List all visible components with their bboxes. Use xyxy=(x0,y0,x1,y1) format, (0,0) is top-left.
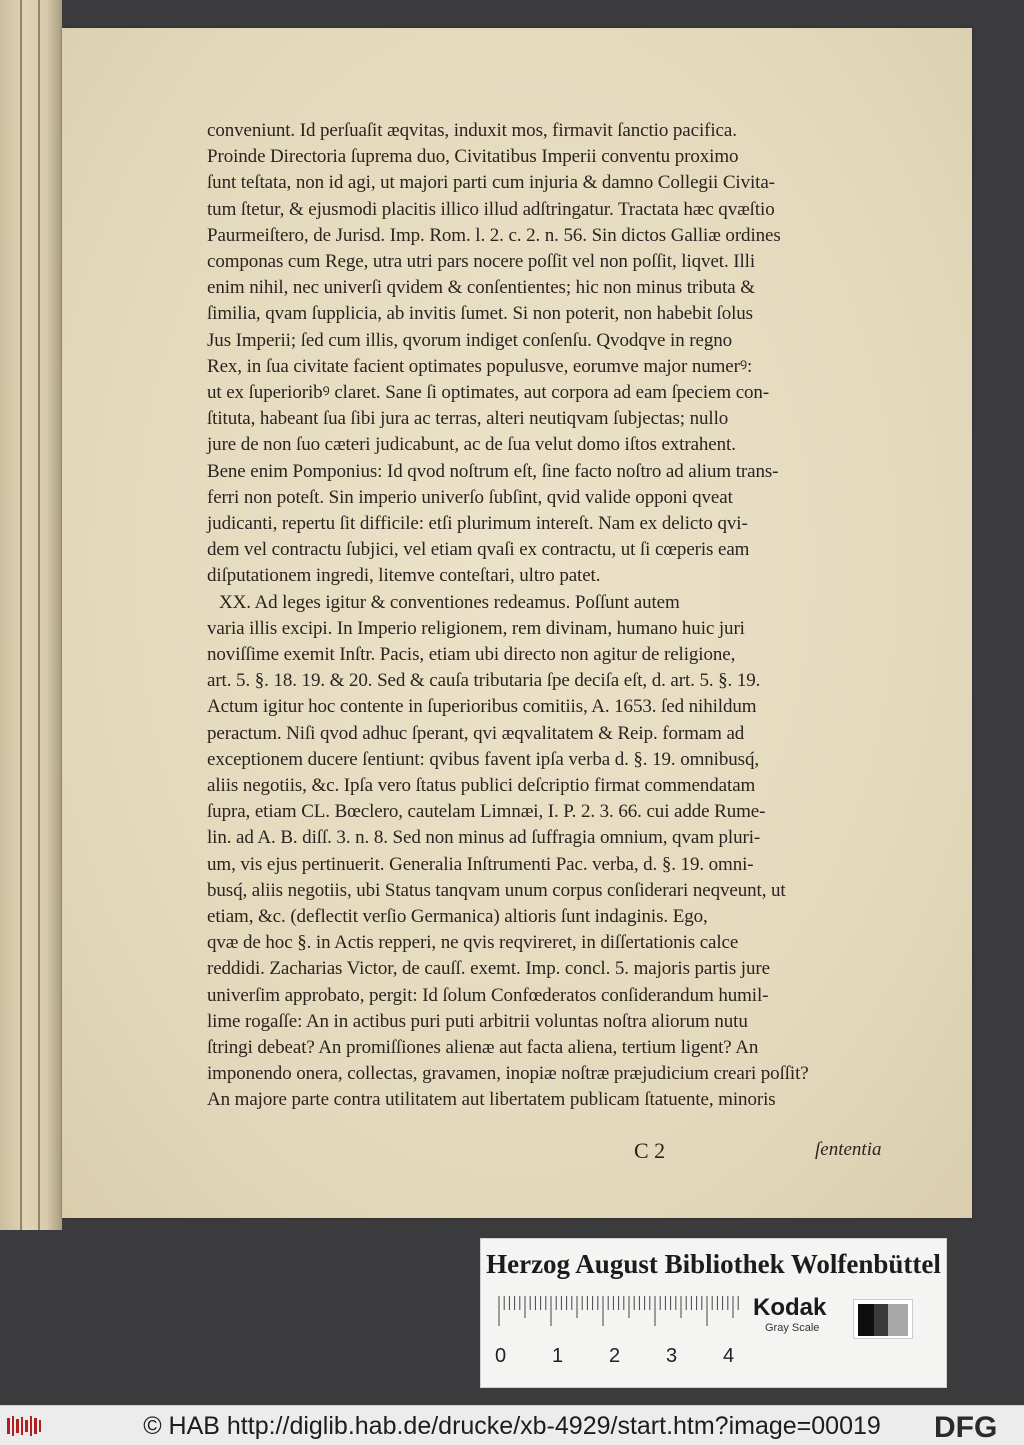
scale-ruler xyxy=(495,1294,741,1379)
text-line: busq́, aliis negotiis, ubi Status tanqvam unum corpus conſiderari neqveunt, ut xyxy=(207,879,786,901)
text-line: An majore parte contra utilitatem aut libertatem publicam ſtatuente, minoris xyxy=(207,1089,776,1111)
text-line: Jus Imperii; ſed cum illis, qvorum indiget conſenſu. Qvodqve in regno xyxy=(207,329,733,351)
text-line: Paurmeiſtero, de Jurisd. Imp. Rom. l. 2. c. 2. n. 56. Sin dictos Galliæ ordines xyxy=(207,224,781,246)
text-line: etiam, &c. (deflectit verſio Germanica) altioris ſunt indaginis. Ego, xyxy=(207,906,708,927)
text-line: enim nihil, nec univerſi qvidem & conſentientes; hic non minus tributa & xyxy=(207,277,755,299)
text-line: imponendo onera, collectas, gravamen, inopiæ noſtræ præjudicium creari poſſit? xyxy=(207,1063,809,1085)
text-line: ſupra, etiam CL. Bœclero, cautelam Limnæi, I. P. 2. 3. 66. cui adde Rume- xyxy=(207,801,766,823)
dfg-logo xyxy=(932,1410,1016,1442)
text-line: diſputationem ingredi, litemve conteſtari, ultro patet. xyxy=(207,565,601,587)
ruler-number: 3 xyxy=(666,1345,678,1367)
text-line: Proinde Directoria ſuprema duo, Civitatibus Imperii conventu proximo xyxy=(207,146,739,168)
text-line: jure de non ſuo cæteri judicabunt, ac de ſua velut domo iſtos extrahent. xyxy=(207,434,736,456)
text-line: dem vel contractu ſubjici, vel etiam qvaſi ex contractu, ut ſi cœperis eam xyxy=(207,539,750,561)
footer-link[interactable]: © HAB http://diglib.hab.de/drucke/xb-4929/start.htm?image=00019 xyxy=(143,1412,881,1440)
library-card xyxy=(480,1238,947,1388)
text-line: ut ex ſuperioribꝰ claret. Sane ſi optimates, aut corpora ad eam ſpeciem con- xyxy=(207,382,770,403)
text-line: peractum. Niſi qvod adhuc ſperant, qvi æqvalitatem & Reip. formam ad xyxy=(207,722,745,744)
text-line: ſtringi debeat? An promiſſiones alienæ aut facta aliena, tertium ligent? An xyxy=(207,1037,759,1058)
text-line: lin. ad A. B. diſſ. 3. n. 8. Sed non minus ad ſuffragia omnium, qvam pluri- xyxy=(207,827,761,849)
text-line: um, vis ejus pertinuerit. Generalia Inſtrumenti Pac. verba, d. §. 19. omni- xyxy=(207,853,754,875)
text-line: Actum igitur hoc contente in ſuperioribus comitiis, A. 1653. ſed nihildum xyxy=(207,696,757,718)
text-line: art. 5. §. 18. 19. & 20. Sed & cauſa tributaria ſpe deciſa eſt, d. art. 5. §. 19. xyxy=(207,670,761,692)
text-line: noviſſime exemit Inſtr. Pacis, etiam ubi directo non agitur de religione, xyxy=(207,644,736,665)
page-text xyxy=(207,118,917,1118)
text-line: tum ſtetur, & ejusmodi placitis illico illud adſtringatur. Tractata hæc qvæſtio xyxy=(207,198,775,220)
text-line: componas cum Rege, utra utri pars nocere poſſit vel non poſſit, liqvet. Illi xyxy=(207,251,756,272)
text-line: Bene enim Pomponius: Id qvod noſtrum eſt, ſine facto noſtro ad alium trans- xyxy=(207,460,779,482)
text-line: qvæ de hoc §. in Actis repperi, ne qvis reqvireret, in diſſertationis calce xyxy=(207,932,739,954)
book-page xyxy=(62,28,972,1218)
text-line: aliis negotiis, &c. Ipſa vero ſtatus publici deſcriptio firmat commendatam xyxy=(207,775,756,796)
ruler-number: 1 xyxy=(552,1345,564,1367)
text-line: exceptionem ducere ſentiunt: qvibus favent ipſa verba d. §. 19. omnibusq́, xyxy=(207,748,760,770)
text-line: conveniunt. Id perſuaſit æqvitas, induxit mos, firmavit ſanctio pacifica. xyxy=(207,120,737,141)
grayscale-label: Gray Scale xyxy=(765,1322,820,1334)
ruler-number: 4 xyxy=(723,1345,735,1367)
text-line: Rex, in ſua civitate facient optimates populusve, eorumve major numerꝰ: xyxy=(207,355,753,377)
ruler-number: 2 xyxy=(609,1345,621,1367)
text-line: judicanti, repertu ſit difficile: etſi plurimum intereſt. Nam ex delicto qvi- xyxy=(207,513,748,534)
previous-page-edge xyxy=(0,0,62,1230)
footer-bar xyxy=(0,1405,1024,1445)
text-line: reddidi. Zacharias Victor, de cauſſ. exemt. Imp. concl. 5. majoris partis jure xyxy=(207,958,770,980)
ruler-ticks xyxy=(499,1296,738,1326)
catchword: ſententia xyxy=(815,1139,882,1160)
dfg-logo-text: DFG xyxy=(934,1411,998,1442)
kodak-label: Kodak xyxy=(753,1294,827,1321)
text-line: ſunt teſtata, non id agi, ut majori parti cum injuria & damno Collegii Civita- xyxy=(207,172,775,194)
library-name: Herzog August Bibliothek Wolfenbüttel xyxy=(486,1249,941,1279)
text-line: ſimilia, qvam ſupplicia, ab invitis ſumet. Si non poterit, non habebit ſolus xyxy=(207,303,753,325)
grayscale-patches xyxy=(853,1299,913,1339)
text-line: varia illis excipi. In Imperio religionem, rem divinam, humano huic juri xyxy=(207,617,745,639)
text-line: ferri non poteſt. Sin imperio univerſo ſubſint, qvid valide opponi qveat xyxy=(207,486,733,508)
ruler-number: 0 xyxy=(495,1345,507,1367)
signature-mark: C 2 xyxy=(634,1138,666,1163)
text-line: XX. Ad leges igitur & conventiones redeamus. Poſſunt autem xyxy=(219,591,680,613)
text-line: univerſim approbato, pergit: Id ſolum Confœderatos conſiderandum humil- xyxy=(207,984,769,1006)
text-line: ſtituta, habeant ſua ſibi jura ac terras, alteri neutiqvam ſubjectas; nullo xyxy=(207,408,729,430)
text-line: lime rogaſſe: An in actibus puri puti arbitrii voluntas noſtra aliorum nutu xyxy=(207,1010,748,1032)
